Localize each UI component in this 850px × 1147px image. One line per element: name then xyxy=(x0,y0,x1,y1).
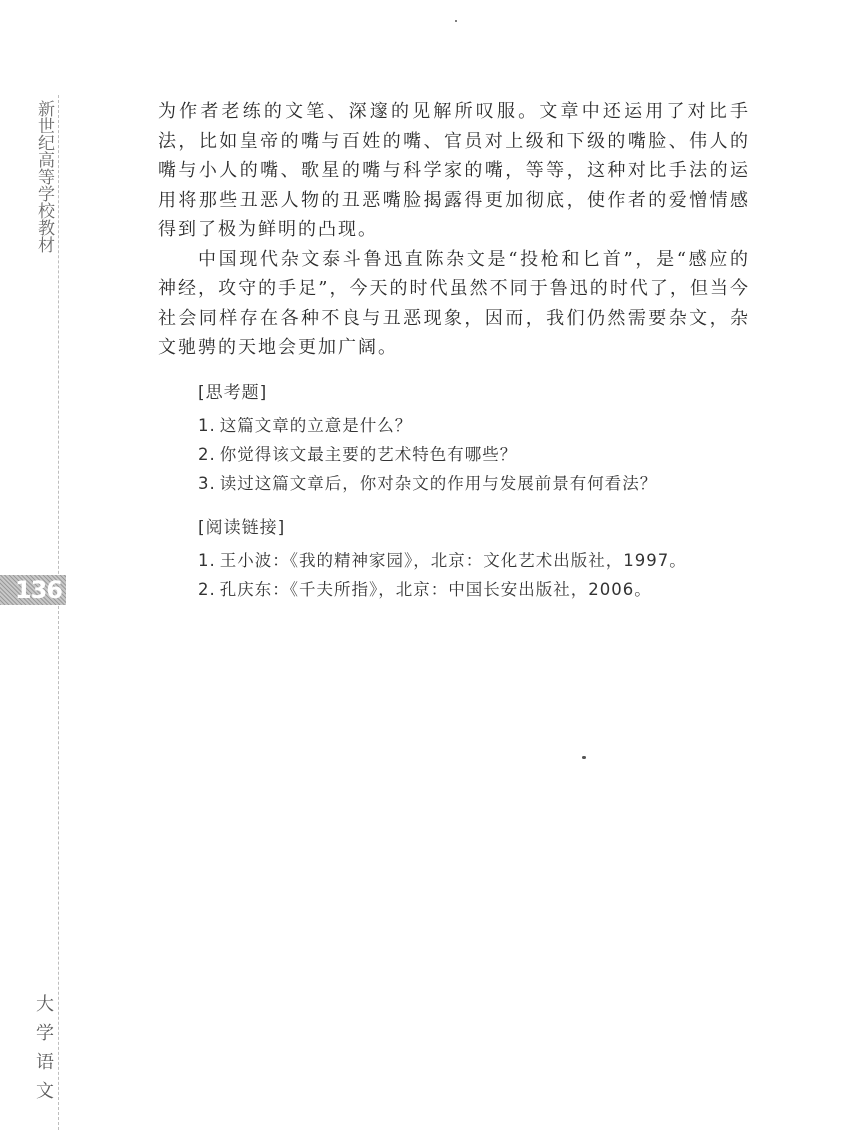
paragraph: 中国现代杂文泰斗鲁迅直陈杂文是“投枪和匕首”，是“感应的神经，攻守的手足”，今天的时代虽然不同于鲁迅的时代了，但当今社会同样存在各种不良与丑恶现象，因而，我们仍然需要杂文，杂文驰骋的天地会更加广阔。 xyxy=(158,248,750,358)
book-name-char: 文 xyxy=(36,1081,54,1102)
item-number: 1. xyxy=(198,416,216,435)
reading-heading: [阅读链接] xyxy=(198,518,286,538)
page-number: 136 xyxy=(0,575,66,605)
book-name-char: 学 xyxy=(36,1023,54,1044)
reading-item xyxy=(198,546,758,575)
book-name xyxy=(33,990,57,1106)
questions-heading: [思考题] xyxy=(198,383,268,403)
item-number: 3. xyxy=(198,474,216,493)
book-name-char: 语 xyxy=(36,1052,54,1073)
book-name-char: 大 xyxy=(36,994,54,1015)
reading-item xyxy=(198,575,758,604)
questions-section xyxy=(198,380,758,498)
item-number: 1. xyxy=(198,551,216,570)
item-text: 这篇文章的立意是什么？ xyxy=(219,416,413,435)
item-number: 2. xyxy=(198,445,216,464)
paragraph: 为作者老练的文笔、深邃的见解所叹服。文章中还运用了对比手法，比如皇帝的嘴与百姓的嘴、官员对上级和下级的嘴脸、伟人的嘴与小人的嘴、歌星的嘴与科学家的嘴，等等，这种对比手法的运用将那些丑恶人物的丑恶嘴脸揭露得更加彻底，使作者的爱憎情感得到了极为鲜明的凸现。 xyxy=(158,101,750,240)
item-text: 王小波：《我的精神家园》，北京：文化艺术出版社，1997。 xyxy=(219,551,687,570)
margin-divider xyxy=(58,95,59,1130)
questions-list xyxy=(198,411,758,498)
item-text: 孔庆东：《千夫所指》，北京：中国长安出版社，2006。 xyxy=(219,580,652,599)
question-item xyxy=(198,411,758,440)
body-text xyxy=(158,97,750,363)
reading-list xyxy=(198,546,758,604)
series-label: 新世纪高等学校教材 xyxy=(34,100,54,253)
scan-speck xyxy=(455,20,457,22)
question-item xyxy=(198,469,758,498)
item-text: 读过这篇文章后，你对杂文的作用与发展前景有何看法？ xyxy=(219,474,658,493)
reading-section xyxy=(198,515,758,604)
question-item xyxy=(198,440,758,469)
scan-speck xyxy=(582,756,586,759)
item-number: 2. xyxy=(198,580,216,599)
item-text: 你觉得该文最主要的艺术特色有哪些？ xyxy=(219,445,518,464)
